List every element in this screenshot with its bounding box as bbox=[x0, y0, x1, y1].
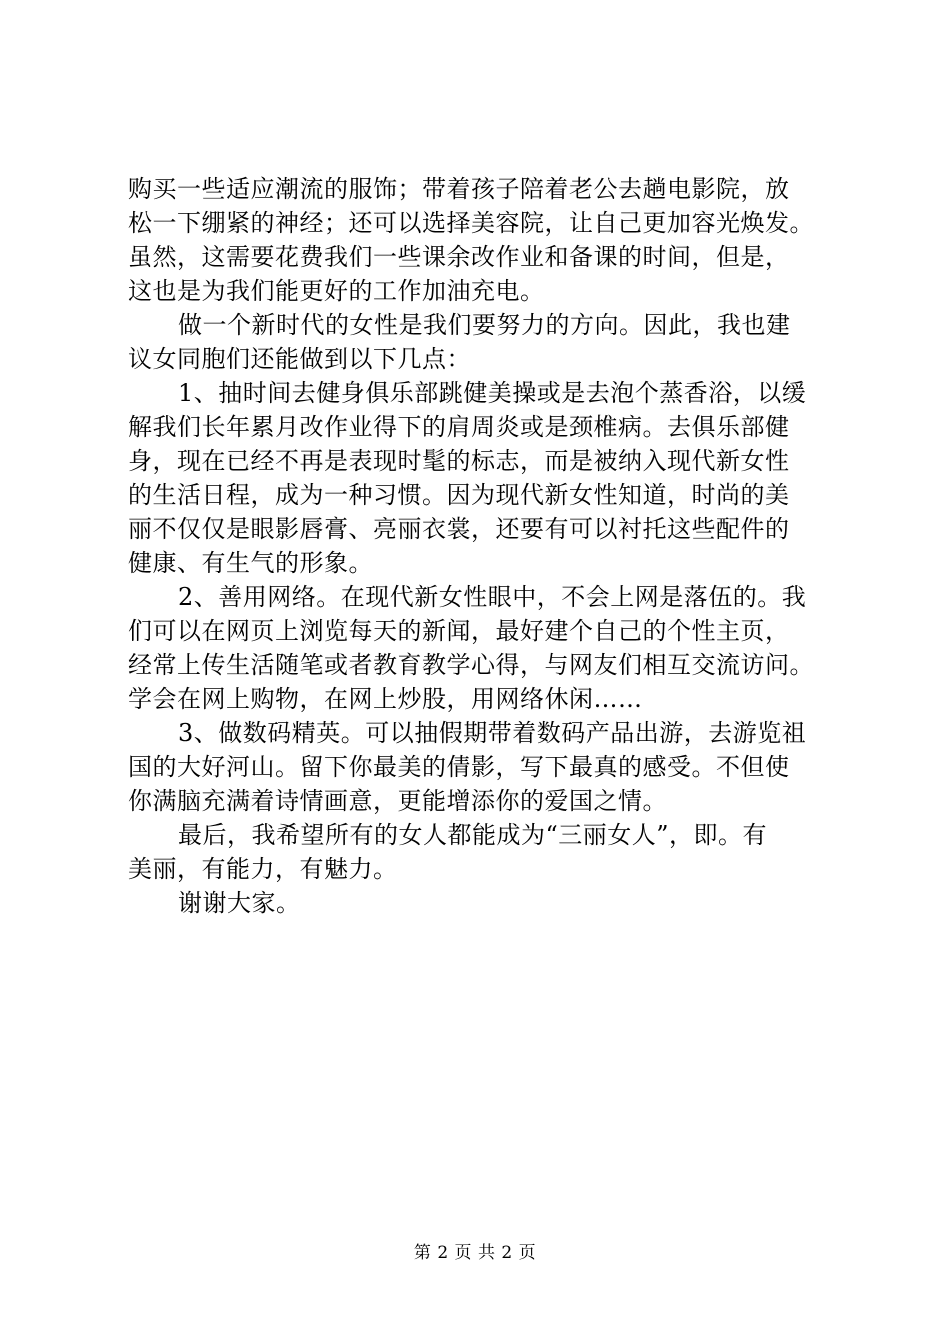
text-line: 的生活日程，成为一种习惯。因为现代新女性知道，时尚的美 bbox=[128, 481, 790, 509]
paragraph-start-line: 做一个新时代的女性是我们要努力的方向。因此，我也建 bbox=[178, 311, 791, 339]
text-line: 健康、有生气的形象。 bbox=[128, 549, 373, 577]
text-line: 美丽，有能力，有魅力。 bbox=[128, 855, 398, 883]
text-line: 虽然，这需要花费我们一些课余改作业和备课的时间，但是， bbox=[128, 243, 790, 271]
text-line: 丽不仅仅是眼影唇膏、亮丽衣裳，还要有可以衬托这些配件的 bbox=[128, 515, 790, 543]
text-line: 你满脑充满着诗情画意，更能增添你的爱国之情。 bbox=[128, 787, 667, 815]
text-line: 这也是为我们能更好的工作加油充电。 bbox=[128, 277, 545, 305]
text-line: 学会在网上购物，在网上炒股，用网络休闲…… bbox=[128, 685, 643, 713]
text-line: 经常上传生活随笔或者教育教学心得，与网友们相互交流访问。 bbox=[128, 651, 814, 679]
list-item-2-start: 2、善用网络。在现代新女性眼中，不会上网是落伍的。我 bbox=[178, 583, 807, 611]
list-item-3-start: 3、做数码精英。可以抽假期带着数码产品出游，去游览祖 bbox=[178, 719, 807, 747]
text-line: 解我们长年累月改作业得下的肩周炎或是颈椎病。去俱乐部健 bbox=[128, 413, 790, 441]
text-line: 国的大好河山。留下你最美的倩影，写下最真的感受。不但使 bbox=[128, 753, 790, 781]
document-body bbox=[128, 172, 838, 920]
paragraph-start-line: 最后，我希望所有的女人都能成为“三丽女人”，即。有 bbox=[178, 821, 768, 849]
text-line: 购买一些适应潮流的服饰；带着孩子陪着老公去趟电影院，放 bbox=[128, 175, 790, 203]
list-item-1-start: 1、抽时间去健身俱乐部跳健美操或是去泡个蒸香浴，以缓 bbox=[178, 379, 807, 407]
text-line: 松一下绷紧的神经；还可以选择美容院，让自己更加容光焕发。 bbox=[128, 209, 814, 237]
page-number: 第 2 页 共 2 页 bbox=[413, 1243, 537, 1263]
page-footer bbox=[0, 1241, 950, 1265]
text-line: 议女同胞们还能做到以下几点： bbox=[128, 345, 471, 373]
text-line: 们可以在网页上浏览每天的新闻，最好建个自己的个性主页， bbox=[128, 617, 790, 645]
text-line: 身，现在已经不再是表现时髦的标志，而是被纳入现代新女性 bbox=[128, 447, 790, 475]
closing-line: 谢谢大家。 bbox=[178, 889, 301, 917]
